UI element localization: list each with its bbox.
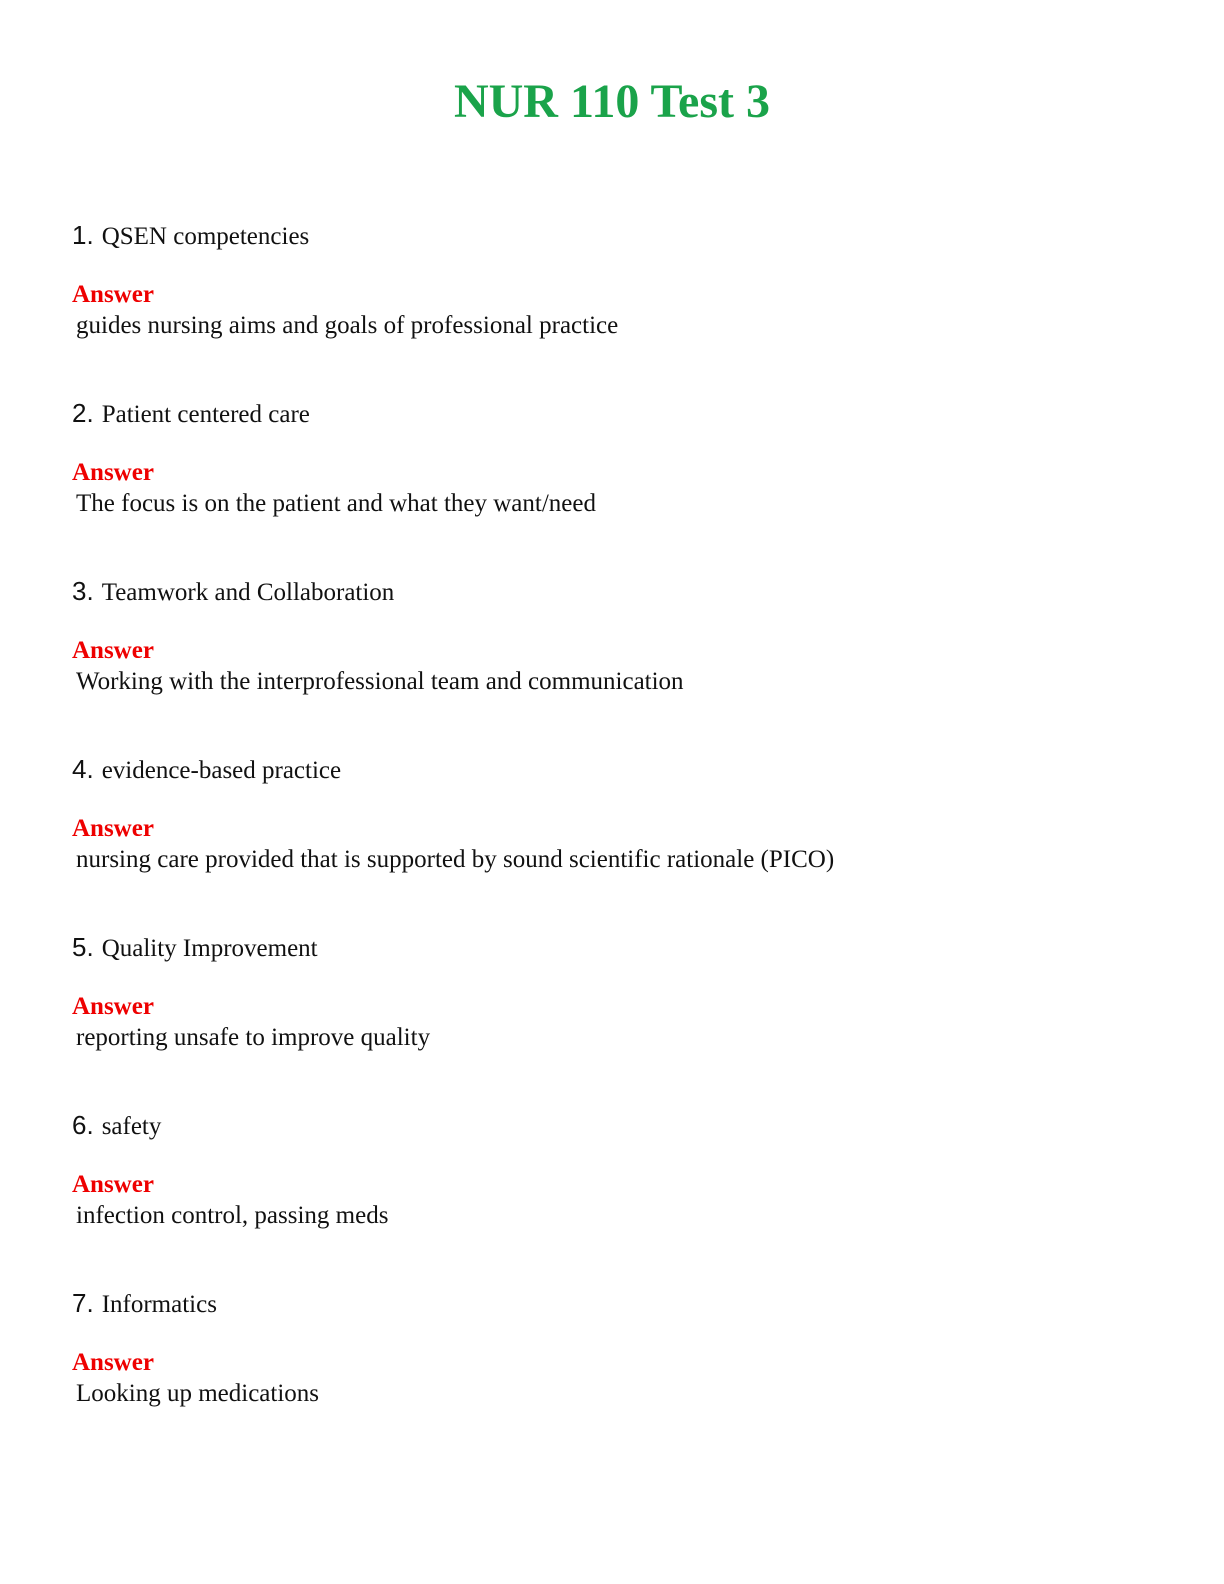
question [72, 930, 1152, 964]
question-text: Teamwork and Collaboration [101, 579, 395, 606]
question-number: 6. [72, 1110, 94, 1140]
question-text: evidence-based practice [101, 757, 342, 784]
question-number: 1. [72, 220, 94, 250]
question [72, 574, 1152, 608]
question-text: QSEN competencies [101, 223, 310, 250]
answer-label: Answer [72, 993, 154, 1020]
answer-label: Answer [72, 1349, 154, 1376]
qa-item [72, 218, 1152, 342]
question [72, 396, 1152, 430]
answer-text: Looking up medications [76, 1380, 320, 1407]
page-title: NUR 110 Test 3 [453, 75, 771, 128]
question-text: Patient centered care [101, 401, 310, 428]
question [72, 218, 1152, 252]
question-number: 3. [72, 576, 94, 606]
answer-label: Answer [72, 815, 154, 842]
question-number: 7. [72, 1288, 94, 1318]
qa-item [72, 574, 1152, 698]
qa-item [72, 752, 1152, 876]
answer-text: reporting unsafe to improve quality [76, 1024, 431, 1051]
question-number: 2. [72, 398, 94, 428]
answer-text: guides nursing aims and goals of professional practice [76, 312, 619, 339]
qa-item [72, 396, 1152, 520]
answer-label: Answer [72, 637, 154, 664]
answer-text: The focus is on the patient and what they want/need [76, 490, 596, 517]
question-number: 5. [72, 932, 94, 962]
qa-item [72, 930, 1152, 1054]
answer-label: Answer [72, 459, 154, 486]
qa-item [72, 1286, 1152, 1410]
question-number: 4. [72, 754, 94, 784]
question [72, 1108, 1152, 1142]
question [72, 752, 1152, 786]
question-text: safety [101, 1113, 162, 1140]
answer-text: infection control, passing meds [76, 1202, 389, 1229]
answer-text: Working with the interprofessional team and communication [76, 668, 684, 695]
question-text: Quality Improvement [101, 935, 318, 962]
question-text: Informatics [101, 1291, 217, 1318]
question [72, 1286, 1152, 1320]
answer-label: Answer [72, 1171, 154, 1198]
answer-text: nursing care provided that is supported by sound scientific rationale (PICO) [76, 846, 835, 873]
qa-item [72, 1108, 1152, 1232]
answer-label: Answer [72, 281, 154, 308]
